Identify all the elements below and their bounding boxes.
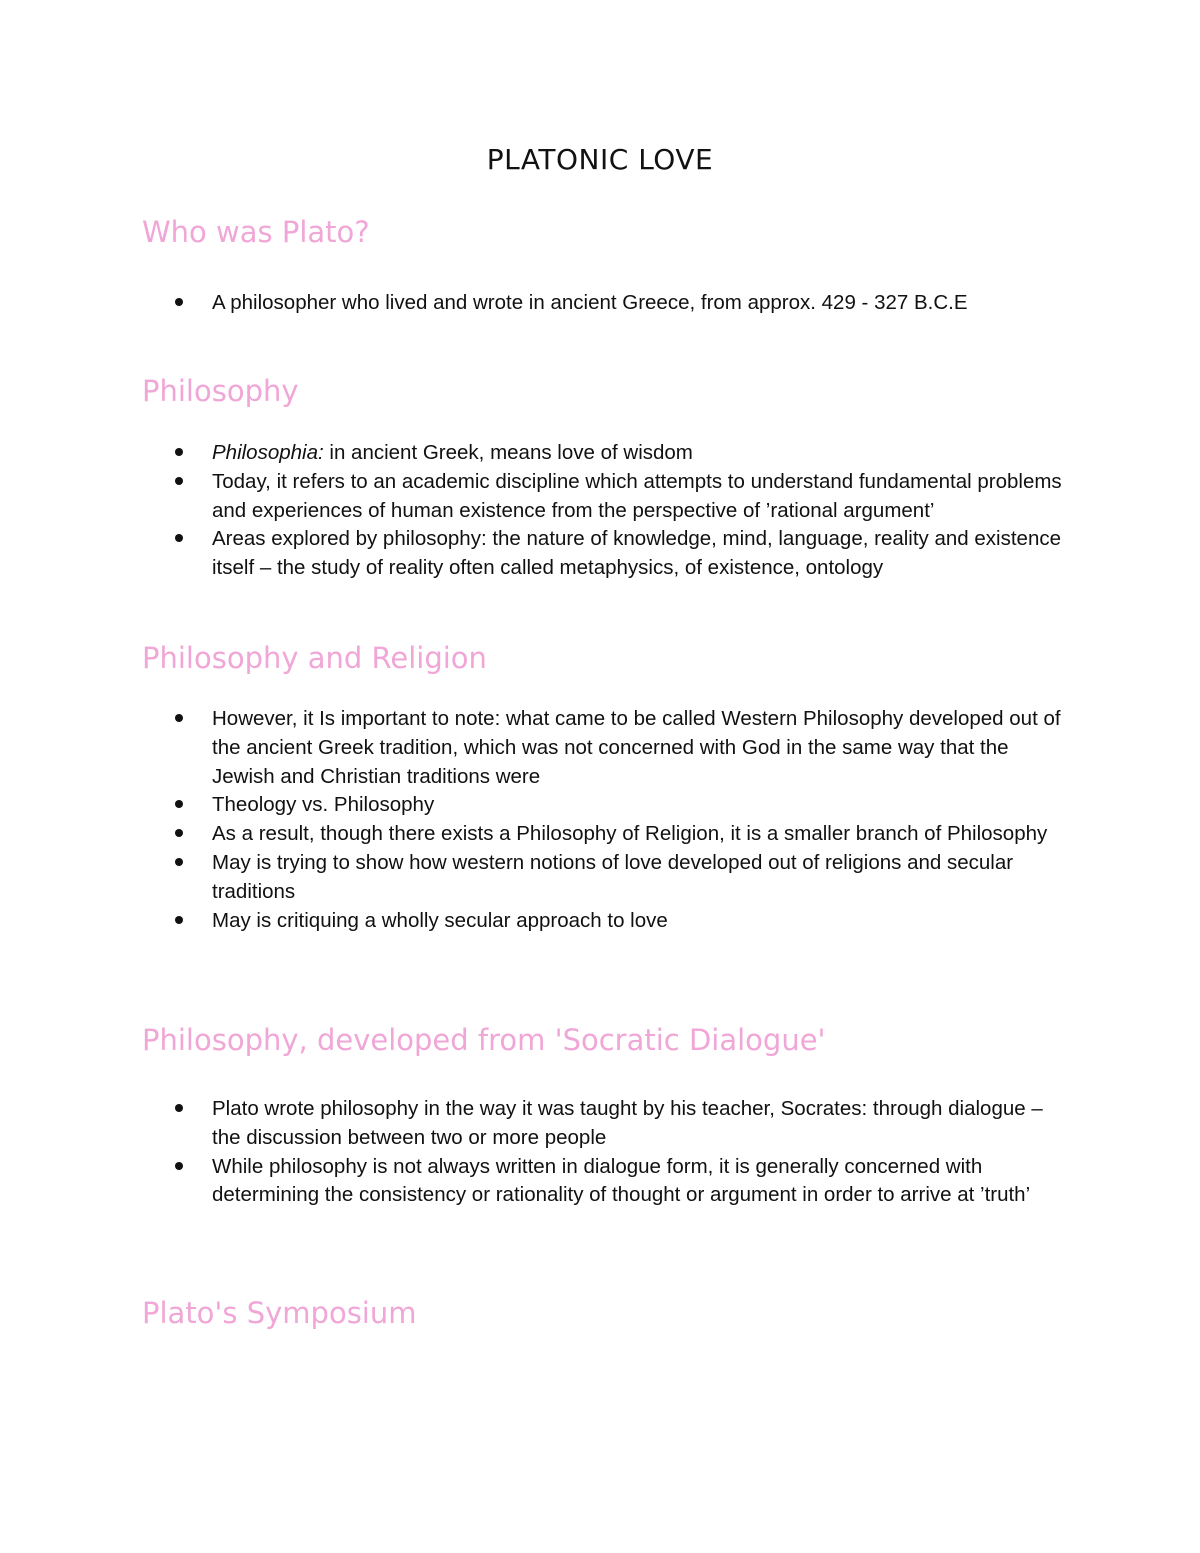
list-item (142, 705, 1062, 791)
list-item-text: A philosopher who lived and wrote in ancient Greece, from approx. 429 - 327 B.C.E (212, 291, 968, 314)
list-item-text: in ancient Greek, means love of wisdom (323, 441, 693, 464)
bullet-icon (175, 1162, 183, 1170)
list-item-text: However, it Is important to note: what came to be called Western Philosophy developed out of the ancient Greek tradition, which was not concerned with God in the same way that the Jewish and Christian traditions were (212, 707, 1061, 788)
list-item-text: As a result, though there exists a Philosophy of Religion, it is a smaller branch of Philosophy (212, 822, 1048, 846)
list-item-text: Plato wrote philosophy in the way it was taught by his teacher, Socrates: through dialogue – the discussion between two or more people (212, 1097, 1043, 1149)
section-heading-socratic-dialogue: Philosophy, developed from 'Socratic Dialogue' (142, 1023, 826, 1057)
list-item (142, 907, 1062, 936)
list-item-text: May is critiquing a wholly secular approach to love (212, 908, 668, 932)
bullet-icon (175, 829, 183, 837)
bullet-icon (175, 800, 183, 808)
list-item-text: Today, it refers to an academic discipline which attempts to understand fundamental problems and experiences of human existence from the perspective of ’rational argument’ (212, 469, 1062, 522)
bullet-list-philosophy-and-religion (142, 705, 1062, 935)
section-heading-platos-symposium: Plato's Symposium (142, 1296, 417, 1330)
list-item (142, 849, 1062, 907)
list-item (142, 439, 1062, 468)
bullet-list-socratic-dialogue (142, 1095, 1062, 1210)
bullet-icon (175, 534, 183, 542)
bullet-list-philosophy (142, 439, 1062, 583)
list-item-text: While philosophy is not always written in dialogue form, it is generally concerned with determining the consistency or rationality of thought or argument in order to arrive at ’truth’ (212, 1154, 1031, 1207)
list-item (142, 791, 1062, 820)
bullet-icon (175, 858, 183, 866)
bullet-icon (175, 1104, 183, 1112)
bullet-icon (175, 916, 183, 924)
list-item (142, 289, 1062, 318)
section-heading-philosophy: Philosophy (142, 374, 299, 408)
list-item (142, 1153, 1062, 1211)
list-item (142, 468, 1062, 526)
list-item (142, 525, 1062, 583)
list-item-text: Areas explored by philosophy: the nature of knowledge, mind, language, reality and existence itself – the study of reality often called metaphysics, of existence, ontology (212, 527, 1062, 580)
bullet-icon (175, 298, 183, 306)
bullet-icon (175, 477, 183, 485)
list-item-italic-term: Philosophia: (212, 441, 324, 464)
bullet-list-who-was-plato (142, 289, 1062, 318)
section-heading-philosophy-and-religion: Philosophy and Religion (142, 641, 487, 675)
page-title: PLATONIC LOVE (486, 143, 714, 176)
bullet-icon (175, 448, 183, 456)
list-item-text: May is trying to show how western notions of love developed out of religions and secular traditions (212, 850, 1014, 903)
list-item (142, 820, 1062, 849)
list-item (142, 1095, 1062, 1153)
bullet-icon (175, 714, 183, 722)
section-heading-who-was-plato: Who was Plato? (142, 215, 370, 249)
list-item-text: Theology vs. Philosophy (212, 793, 435, 817)
